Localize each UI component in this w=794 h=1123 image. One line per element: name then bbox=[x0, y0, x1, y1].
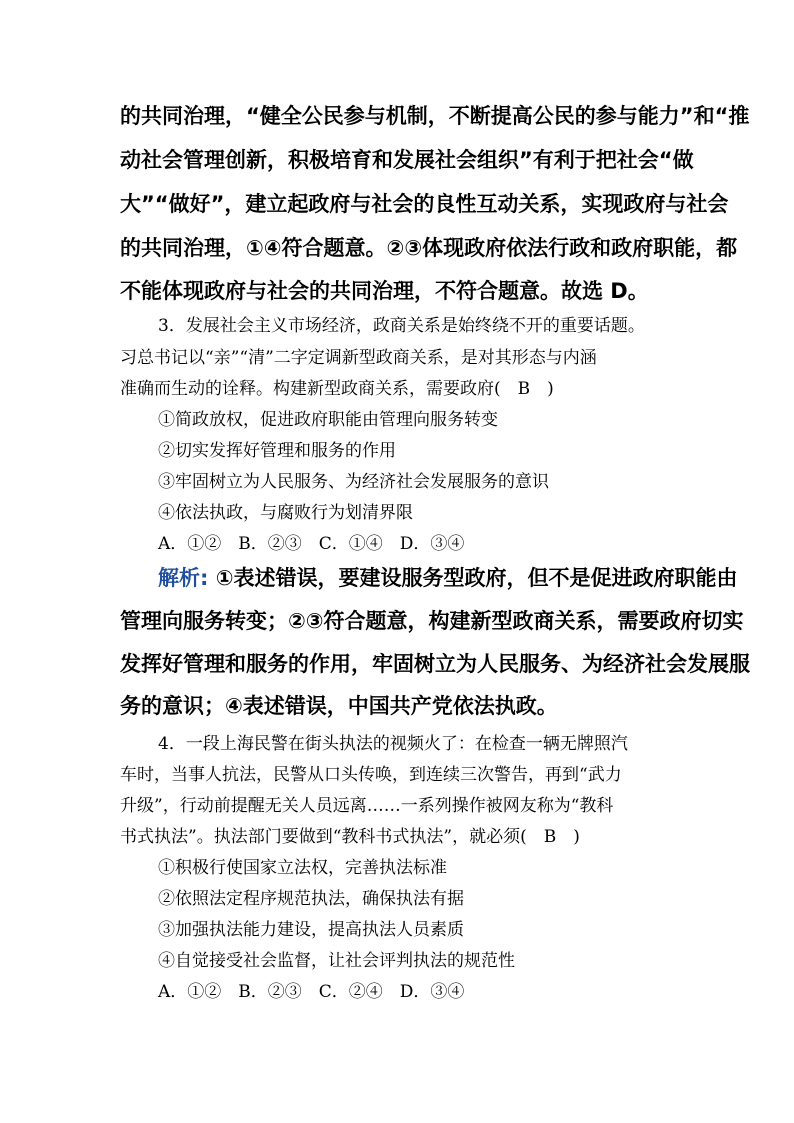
question-4-option: ③加强执法能力建设，提高执法人员素质 bbox=[158, 920, 464, 940]
explanation-line: 动社会管理创新，积极培育和发展社会组织”有利于把社会“做 bbox=[120, 148, 694, 172]
question-3-analysis-line: 发挥好管理和服务的作用，牢固树立为人民服务、为经济社会发展服 bbox=[120, 652, 750, 676]
question-4-option: ①积极行使国家立法权，完善执法标准 bbox=[158, 858, 447, 878]
question-3-option: ①简政放权，促进政府职能由管理向服务转变 bbox=[158, 410, 498, 430]
question-3-stem-line: 习总书记以“亲”“清”二字定调新型政商关系，是对其形态与内涵 bbox=[120, 348, 597, 368]
explanation-line: 的共同治理，①④符合题意。②③体现政府依法行政和政府职能，都 bbox=[120, 236, 738, 260]
question-3-option: ④依法执政，与腐败行为划清界限 bbox=[158, 503, 413, 523]
question-4-choices: A．①② B．②③ C．②④ D．③④ bbox=[158, 982, 465, 1002]
question-3-option: ②切实发挥好管理和服务的作用 bbox=[158, 441, 396, 461]
question-4-option: ④自觉接受社会监督，让社会评判执法的规范性 bbox=[158, 951, 515, 971]
explanation-line: 的共同治理，“健全公民参与机制，不断提高公民的参与能力”和“推 bbox=[120, 104, 750, 128]
analysis-label: 解析: bbox=[158, 566, 209, 590]
question-4-option: ②依照法定程序规范执法，确保执法有据 bbox=[158, 889, 464, 909]
question-3-option: ③牢固树立为人民服务、为经济社会发展服务的意识 bbox=[158, 472, 549, 492]
question-4-stem-line: 书式执法”。执法部门要做到“教科书式执法”，就必须( B ) bbox=[120, 827, 580, 847]
explanation-line: 大”“做好”，建立起政府与社会的良性互动关系，实现政府与社会 bbox=[120, 192, 729, 216]
question-4-stem-line: 4．一段上海民警在街头执法的视频火了：在检查一辆无牌照汽 bbox=[158, 734, 628, 754]
question-3-choices: A．①② B．②③ C．①④ D．③④ bbox=[158, 534, 465, 554]
question-4-stem-line: 车时，当事人抗法，民警从口头传唤，到连续三次警告，再到“武力 bbox=[120, 765, 622, 785]
analysis-text: ①表述错误，要建设服务型政府，但不是促进政府职能由 bbox=[215, 566, 738, 590]
question-4-stem-line: 升级”，行动前提醒无关人员远离……一系列操作被网友称为“教科 bbox=[120, 796, 614, 816]
question-3-analysis-line: 管理向服务转变；②③符合题意，构建新型政商关系，需要政府切实 bbox=[120, 609, 744, 633]
question-3-analysis-line bbox=[158, 562, 738, 592]
question-3-analysis-line: 务的意识；④表述错误，中国共产党依法执政。 bbox=[120, 694, 558, 718]
explanation-line: 不能体现政府与社会的共同治理，不符合题意。故选 D。 bbox=[120, 279, 649, 303]
question-3-stem-line: 3．发展社会主义市场经济，政商关系是始终绕不开的重要话题。 bbox=[158, 316, 645, 336]
question-3-stem-line: 准确而生动的诠释。构建新型政商关系，需要政府( B ) bbox=[120, 379, 554, 399]
